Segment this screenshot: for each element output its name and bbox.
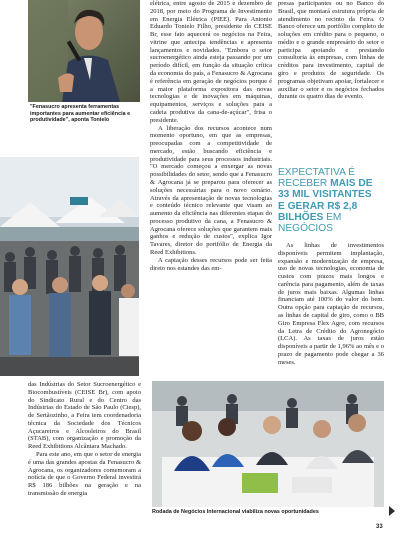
column-2-paragraph: A liberação dos recursos acontece num momento oportuno, em que as empresas, preocupadas com a competitividade de mercado, estão buscando eficiência e produtividade para seus processos industriais. "O mercado começou a enxergar as novas possibilidades do setor, sendo que a Fenasucro & Agrocana já se preparou para oferecer as soluções necessárias para o novo cenário. Através da apresentação de novas tecnologias e conteúdo técnico relevante que visam ao aumento da eficiência nas diferentes etapas do processo produtivo da cana, a Fenasucro & Agrocana oferece soluções que garantem mais ganhos e redução de custos", explica Igor Tavares, diretor do portfólio de Energia da Reed Exhibitions. xyxy=(150,124,272,256)
pull-quote xyxy=(278,167,378,234)
pull-quote-intro: EXPECTATIVA É RECEBER xyxy=(278,167,355,190)
article-column-3-lower xyxy=(278,242,384,367)
bottom-photo-caption: Rodada de Negócios Internacional viabiliza novas oportunidades xyxy=(152,509,319,515)
column-2-paragraph: elétrica, entre agosto de 2015 e dezembro de 2018, por meio do Programa de Investimento em Energia Elétrica (PIEE). Para Antonio Eduardo Tonielo Filho, presidente do CEISE Br, esse fato aquecerá os negócios na Feira, vitrine que antecipa tendências e apresenta lançamentos e novidades. "Embora o setor sucroenergético ainda esteja passando por um período difícil, em função da situação crítica da economia do país, a Fenasucro & Agrocana é referência em geração de negócios porque é a maior plataforma expositora das novas tecnologias e de inovações em máquinas, equipamentos, serviços e soluções para a cadeia produtiva da cana-de-açúcar", frisa o presidente. xyxy=(150,0,272,124)
pull-quote-outro: EM NEGÓCIOS xyxy=(278,211,342,235)
top-photo-caption: "Fenasucro apresenta ferramentas importantes para aumentar eficiência e produtividade", aponta Tonielo xyxy=(30,104,131,124)
column-3-lower-paragraph: As linhas de investimentos disponíveis permitem implantação, expansão e modernização de empresa, uso de novas tecnologias, economia de custos com prazos mais longos e carência para pagamento, além de taxas de juros mais baixas. Algumas linhas financiam até 100% do valor do bem. Outra opção para captação de recursos, as linhas de capital de giro, como o BB Giro Empresa Flex Agro, com recursos da Letra de Crédito do Agronegócio (LCA). As taxas de juros estão disponíveis a partir de 1,96% ao mês e o prazo de pagamento pode chegar a 36 meses. xyxy=(278,242,384,366)
next-page-arrow-icon xyxy=(389,506,395,516)
pull-quote-highlight: MAIS DE 33 MIL VISITANTES E GERAR R$ 2,8 BILHÕES xyxy=(278,178,373,223)
article-column-1 xyxy=(28,381,141,498)
page-number: 33 xyxy=(376,524,383,530)
column-2-paragraph: A captação desses recursos pode ser feita direto nos estandes das em- xyxy=(150,256,272,272)
article-column-3 xyxy=(278,0,384,101)
business-round-photo xyxy=(152,381,384,507)
column-1-paragraph: Para este ano, em que o setor de energia é uma das grandes apostas da Fenasucro & Agrocana, os organizadores comemoram a notícia de que o Governo Federal investirá R$ 186 bilhões na geração e na transmissão de energia xyxy=(28,451,141,497)
exhibition-crowd-photo xyxy=(0,157,139,376)
article-column-2 xyxy=(150,0,272,272)
column-3-paragraph: presas participantes ou no Banco do Brasil, que montará estrutura própria de atendimento no recinto da Feira. O Banco oferece um portfólio completo de soluções em crédito para o pequeno, o médio e o grande empresário do setor e participa apoiando e prestando consultoria às empresas, com linhas de créditos para investimento, capital de giro e produtos de seguridade. Os programas objetivam apoiar, fortalecer e auxiliar o setor e os negócios fechados durante os quatro dias de evento. xyxy=(278,0,384,101)
column-1-paragraph: das Indústrias do Setor Sucroenergético e Biocombustíveis (CEISE Br), com apoio do Sindicato Rural e do Centro das Indústrias do Estado de São Paulo (Ciesp), de Sertãozinho, a Feira tem coordenadoria técnica da Sociedade dos Técnicos Açucareiros e Alcooleiros do Brasil (STAB), com organização e promoção da Reed Exhibitions Alcântara Machado. xyxy=(28,381,141,451)
speaker-photo xyxy=(28,0,140,102)
